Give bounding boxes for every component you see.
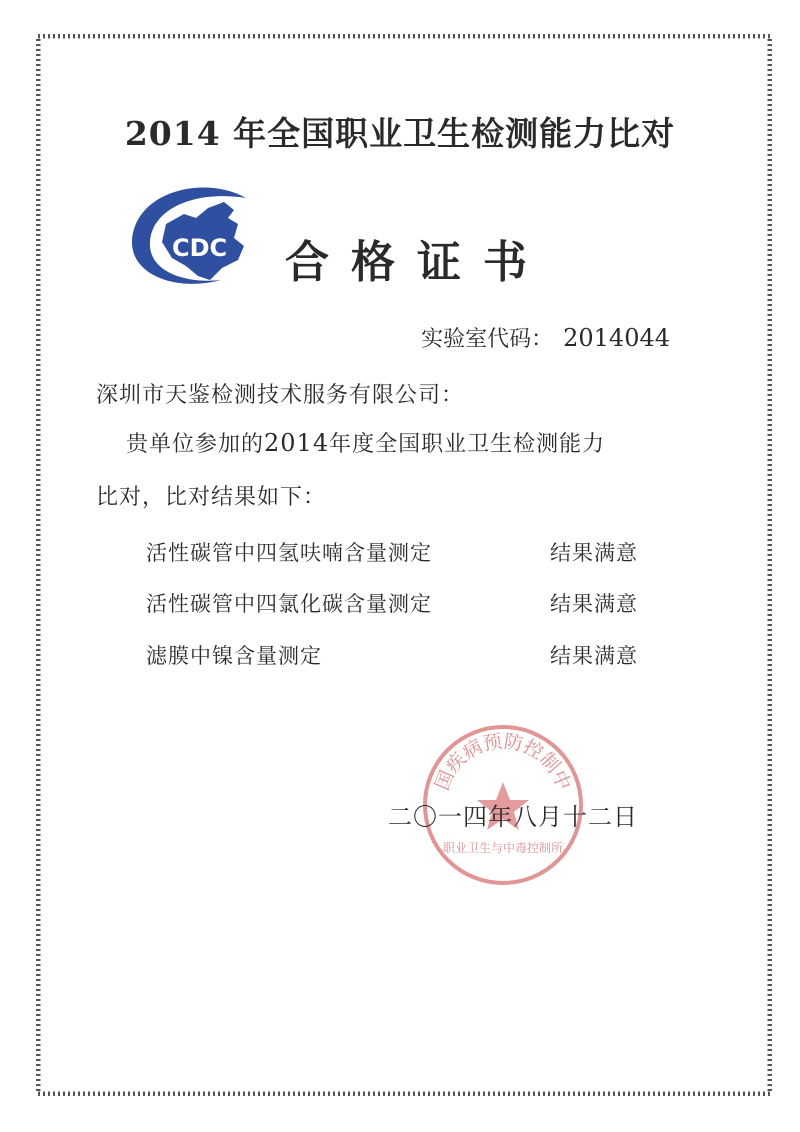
recipient: 深圳市天鉴检测技术服务有限公司：	[96, 383, 465, 408]
result-value: 结果满意	[550, 541, 638, 565]
body-line-1-pre: 贵单位参加的	[126, 432, 265, 457]
result-item: 活性碳管中四氢呋喃含量测定	[146, 541, 432, 565]
lab-code	[421, 322, 670, 353]
certificate-name: 合格证书	[285, 237, 549, 288]
result-value: 结果满意	[550, 644, 638, 668]
result-item: 活性碳管中四氯化碳含量测定	[146, 592, 432, 616]
seal-text-outer: 国疾病预防控制中	[431, 730, 575, 794]
result-value: 结果满意	[550, 592, 638, 616]
body-line-1-post: 年度全国职业卫生检测能力	[329, 432, 606, 457]
cdc-logo	[126, 180, 266, 300]
body-line-2: 比对，比对结果如下：	[96, 485, 327, 510]
body-line-1	[126, 427, 605, 458]
logo-text: CDC	[172, 234, 228, 262]
lab-code-label: 实验室代码：	[421, 327, 554, 352]
result-item: 滤膜中镍含量测定	[146, 644, 322, 668]
certificate-title: 2014 年全国职业卫生检测能力比对	[124, 114, 676, 153]
body-line-1-year: 2014	[264, 429, 330, 457]
issue-date: 二〇一四年八月十二日	[388, 803, 638, 831]
seal-text-inner: 职业卫生与中毒控制所	[442, 841, 564, 855]
lab-code-value: 2014044	[563, 324, 670, 352]
